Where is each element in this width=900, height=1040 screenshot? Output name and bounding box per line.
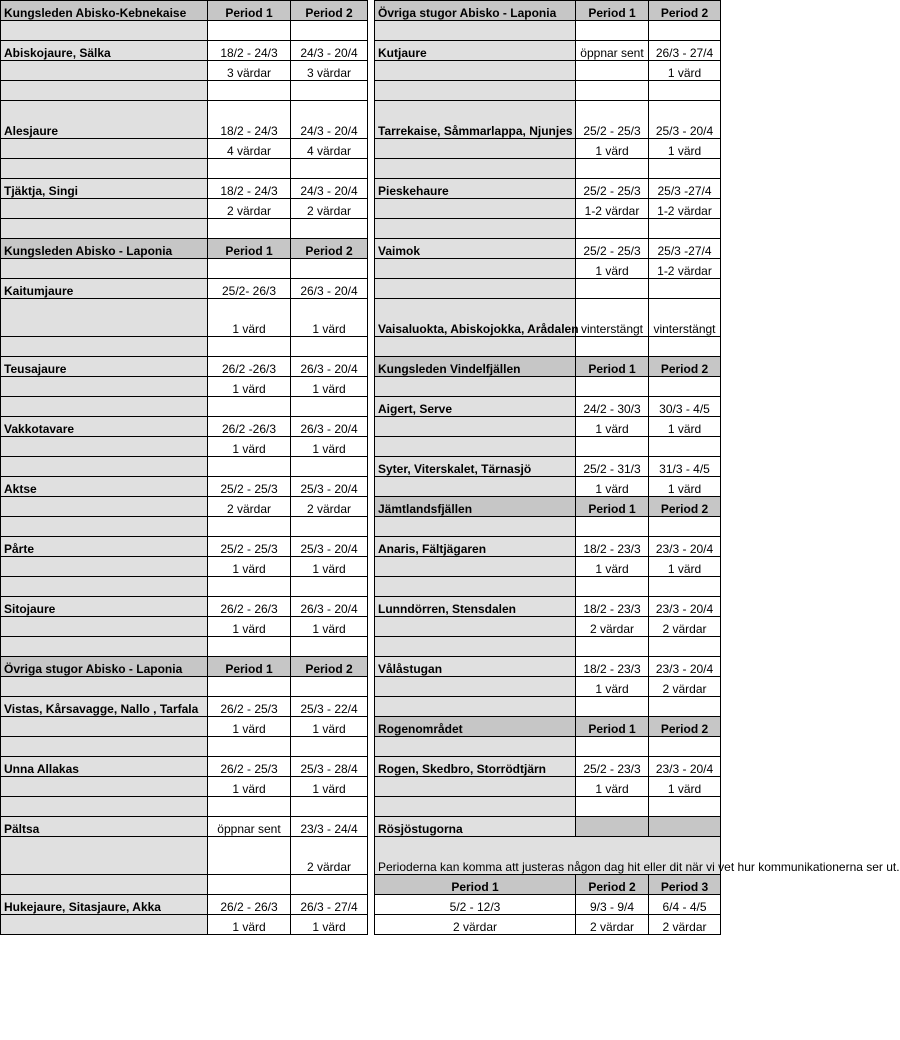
period-2-dates: 23/3 - 20/4 [649,757,721,777]
table-row [375,41,721,61]
period-2-dates: 26/3 - 20/4 [291,357,368,377]
cabin-name: Vaimok [375,239,576,259]
period-2-dates: 25/3 -27/4 [649,179,721,199]
spacer-row [375,81,721,101]
cabin-name: Vakkotavare [1,417,208,437]
table-row [1,697,368,717]
period-1-header: Period 1 [576,497,649,517]
table-row [375,895,721,915]
period-1-dates: 25/2 - 25/3 [576,101,649,139]
hosts-row [1,915,368,935]
hosts-row [1,777,368,797]
spacer-row [1,637,368,657]
period-1-dates: 26/2 - 26/3 [208,597,291,617]
cabin-name: Kutjaure [375,41,576,61]
period-2-hosts: 1 värd [649,477,721,497]
cabin-name: Rogen, Skedbro, Storrödtjärn [375,757,576,777]
period-2-hosts: 1 värd [291,717,368,737]
section-title: Kungsleden Abisko-Kebnekaise [1,1,208,21]
spacer-row [1,517,368,537]
left-schedule-table [0,0,368,935]
period-1-dates: öppnar sent [208,817,291,837]
period-2-dates: 24/3 - 20/4 [291,101,368,139]
period-1-hosts: 1 värd [208,617,291,637]
period-2-status: vinterstängt [649,299,721,337]
table-row [375,179,721,199]
period-1-hosts: 2 värdar [375,915,576,935]
spacer-row [1,737,368,757]
period-2-hosts: 2 värdar [649,677,721,697]
spacer-row [1,159,368,179]
spacer-row [375,337,721,357]
period-1-hosts: 1 värd [208,299,291,337]
period-1-hosts: 1 värd [576,777,649,797]
spacer-row [1,457,368,477]
period-2-dates: 25/3 - 28/4 [291,757,368,777]
spacer-row [1,397,368,417]
spacer-row [375,21,721,41]
period-1-dates: 25/2 - 23/3 [576,757,649,777]
period-1-hosts: 1 värd [576,477,649,497]
period-1-hosts: 1 värd [576,259,649,279]
spacer-row [1,875,368,895]
cabin-name: Unna Allakas [1,757,208,777]
hosts-row [375,139,721,159]
table-row [1,417,368,437]
period-1-hosts: 2 värdar [208,199,291,219]
period-1-hosts: 1 värd [208,557,291,577]
period-2-dates: 23/3 - 20/4 [649,597,721,617]
period-1-header: Period 1 [375,875,576,895]
period-1-dates: 25/2 - 25/3 [208,477,291,497]
period-2-hosts: 2 värdar [649,617,721,637]
cabin-name: Pältsa [1,817,208,837]
cabin-name: Pårte [1,537,208,557]
period-1-dates: 18/2 - 23/3 [576,657,649,677]
cabin-name: Lunndörren, Stensdalen [375,597,576,617]
period-1-hosts [208,837,291,875]
section-title: Rogenområdet [375,717,576,737]
period-2-hosts: 2 värdar [291,199,368,219]
period-2-hosts: 3 värdar [291,61,368,81]
period-1-dates: 18/2 - 23/3 [576,597,649,617]
cabin-name: Tarrekaise, Såmmarlappa, Njunjes [375,101,576,139]
hosts-row [375,477,721,497]
period-1-dates: öppnar sent [576,41,649,61]
period-2-dates: 26/3 - 20/4 [291,279,368,299]
cabin-name: Hukejaure, Sitasjaure, Akka [1,895,208,915]
table-row [375,101,721,139]
period-2-hosts: 2 värdar [576,915,649,935]
table-row [375,757,721,777]
period-1-hosts: 1 värd [208,915,291,935]
period-1-dates: 25/2 - 25/3 [208,537,291,557]
period-1-hosts: 1 värd [208,717,291,737]
section-header [375,497,721,517]
period-1-dates: 18/2 - 23/3 [576,537,649,557]
section-title: Kungsleden Vindelfjällen [375,357,576,377]
period-2-dates: 23/3 - 20/4 [649,657,721,677]
period-1-hosts: 1-2 värdar [576,199,649,219]
period-2-dates: 23/3 - 20/4 [649,537,721,557]
cabin-name: Anaris, Fältjägaren [375,537,576,557]
cabin-name: Teusajaure [1,357,208,377]
spacer-row [375,577,721,597]
cabin-name: Vålåstugan [375,657,576,677]
hosts-row [1,557,368,577]
section-header [1,657,368,677]
period-2-hosts: 2 värdar [291,497,368,517]
cabin-name: Abiskojaure, Sälka [1,41,208,61]
period-2-hosts: 1 värd [291,557,368,577]
spacer-row [1,797,368,817]
table-row [1,41,368,61]
hosts-row [375,61,721,81]
period-1-dates: 18/2 - 24/3 [208,101,291,139]
table-row [375,299,721,337]
spacer-row [375,377,721,397]
table-row [1,357,368,377]
period-2-dates: 25/3 - 22/4 [291,697,368,717]
period-2-header: Period 2 [649,1,721,21]
hosts-row [375,199,721,219]
period-1-hosts: 1 värd [576,417,649,437]
period-1-header: Period 1 [208,239,291,259]
table-row [375,457,721,477]
table-row [1,279,368,299]
period-1-header: Period 1 [208,657,291,677]
table-row [375,597,721,617]
period-2-dates: 25/3 - 20/4 [291,477,368,497]
table-row [375,657,721,677]
period-1-hosts: 1 värd [576,139,649,159]
period-2-hosts: 1 värd [291,617,368,637]
cabin-name: Syter, Viterskalet, Tärnasjö [375,457,576,477]
hosts-row [1,139,368,159]
hosts-row [375,417,721,437]
period-1-dates: 25/2 - 31/3 [576,457,649,477]
period-2-hosts: 1 värd [291,777,368,797]
spacer-row [1,21,368,41]
period-2-hosts: 2 värdar [291,837,368,875]
period-2-hosts: 1 värd [291,377,368,397]
cabin-name: Vaisaluokta, Abiskojokka, Arådalen [375,299,576,337]
cabin-name: Tjäktja, Singi [1,179,208,199]
period-2-header: Period 2 [649,717,721,737]
cabin-name: Kaitumjaure [1,279,208,299]
spacer-row [375,797,721,817]
period-2-header: Period 2 [291,239,368,259]
table-row [375,397,721,417]
cabin-name: Aktse [1,477,208,497]
period-1-dates: 26/2 - 25/3 [208,697,291,717]
hosts-row [375,677,721,697]
period-2-hosts: 1 värd [649,777,721,797]
period-1-dates: 25/2 - 25/3 [576,179,649,199]
spacer-row [1,259,368,279]
period-2-hosts: 1-2 värdar [649,199,721,219]
cabin-name: Alesjaure [1,101,208,139]
period-2-hosts: 1 värd [291,299,368,337]
period-1-hosts: 1 värd [576,677,649,697]
hosts-row [1,837,368,875]
period-2-dates: 9/3 - 9/4 [576,895,649,915]
period-2-dates: 24/3 - 20/4 [291,41,368,61]
table-row [1,477,368,497]
period-2-dates: 26/3 - 27/4 [291,895,368,915]
period-1-dates: 18/2 - 24/3 [208,41,291,61]
table-row [1,757,368,777]
cabin-name: Pieskehaure [375,179,576,199]
period-1-status: vinterstängt [576,299,649,337]
period-2-hosts: 4 värdar [291,139,368,159]
cabin-name: Aigert, Serve [375,397,576,417]
spacer-row [375,219,721,239]
period-1-hosts: 1 värd [576,557,649,577]
section-title: Övriga stugor Abisko - Laponia [1,657,208,677]
period-3-hosts: 2 värdar [649,915,721,935]
period-2-dates: 31/3 - 4/5 [649,457,721,477]
period-2-hosts: 1 värd [649,557,721,577]
cabin-name: Vistas, Kårsavagge, Nallo , Tarfala [1,697,208,717]
table-row [1,597,368,617]
section-header [375,717,721,737]
period-2-hosts: 1 värd [291,437,368,457]
period-1-dates: 26/2 - 25/3 [208,757,291,777]
period-2-dates: 26/3 - 20/4 [291,597,368,617]
period-2-hosts: 1 värd [649,61,721,81]
period-2-hosts: 1 värd [291,915,368,935]
section-title: Rösjöstugorna [375,817,576,837]
hosts-row [1,377,368,397]
period-2-header: Period 2 [649,357,721,377]
period-2-dates: 30/3 - 4/5 [649,397,721,417]
right-schedule-table [374,0,900,935]
hosts-row [1,299,368,337]
table-row [375,537,721,557]
period-2-dates: 25/3 - 20/4 [291,537,368,557]
hosts-row [375,617,721,637]
hosts-row [1,437,368,457]
spacer-row [375,637,721,657]
period-2-header: Period 2 [576,875,649,895]
table-row [1,817,368,837]
period-1-dates: 5/2 - 12/3 [375,895,576,915]
section-header [1,1,368,21]
spacer-row [1,81,368,101]
hosts-row [375,557,721,577]
spacer-row [1,337,368,357]
spacer-row [375,159,721,179]
period-1-dates: 25/2 - 25/3 [576,239,649,259]
period-note: Perioderna kan komma att justeras någon dag hit eller dit när vi vet hur kommunikationerna ser ut. [375,837,721,875]
section-header [375,875,721,895]
spacer-row [375,737,721,757]
hosts-row [1,717,368,737]
period-2-header: Period 2 [291,1,368,21]
section-title: Jämtlandsfjällen [375,497,576,517]
table-row [1,895,368,915]
table-row [1,537,368,557]
section-title: Kungsleden Abisko - Laponia [1,239,208,259]
hosts-row [375,777,721,797]
period-1-hosts: 2 värdar [208,497,291,517]
period-1-hosts: 1 värd [208,777,291,797]
section-header [375,357,721,377]
spacer-row [375,697,721,717]
spacer-row [375,437,721,457]
period-1-dates: 25/2- 26/3 [208,279,291,299]
period-2-dates: 26/3 - 20/4 [291,417,368,437]
period-2-header: Period 2 [649,497,721,517]
period-3-header: Period 3 [649,875,721,895]
period-1-dates: 26/2 -26/3 [208,417,291,437]
period-1-dates: 26/2 -26/3 [208,357,291,377]
table-row [1,179,368,199]
period-1-header: Period 1 [576,717,649,737]
period-1-hosts: 1 värd [208,437,291,457]
hosts-row [1,199,368,219]
period-2-dates: 25/3 - 20/4 [649,101,721,139]
period-1-hosts: 1 värd [208,377,291,397]
section-header [375,1,721,21]
table-row [375,239,721,259]
period-1-header: Period 1 [576,1,649,21]
note-row [375,837,721,875]
period-2-dates: 23/3 - 24/4 [291,817,368,837]
period-1-hosts: 4 värdar [208,139,291,159]
period-2-hosts: 1 värd [649,417,721,437]
period-1-dates: 18/2 - 24/3 [208,179,291,199]
hosts-row [375,259,721,279]
table-row [1,101,368,139]
section-header [375,817,721,837]
period-1-dates: 24/2 - 30/3 [576,397,649,417]
hosts-row [375,915,721,935]
period-2-dates: 25/3 -27/4 [649,239,721,259]
spacer-row [375,517,721,537]
period-1-header: Period 1 [208,1,291,21]
spacer-row [375,279,721,299]
spacer-row [1,677,368,697]
cabin-name: Sitojaure [1,597,208,617]
section-title: Övriga stugor Abisko - Laponia [375,1,576,21]
hosts-row [1,497,368,517]
period-2-header: Period 2 [291,657,368,677]
section-header [1,239,368,259]
period-2-dates: 26/3 - 27/4 [649,41,721,61]
period-1-dates: 26/2 - 26/3 [208,895,291,915]
period-1-hosts [576,61,649,81]
period-3-dates: 6/4 - 4/5 [649,895,721,915]
period-1-header: Period 1 [576,357,649,377]
spacer-row [1,219,368,239]
period-1-hosts: 2 värdar [576,617,649,637]
spacer-row [1,577,368,597]
hosts-row [1,617,368,637]
hosts-row [1,61,368,81]
period-2-hosts: 1 värd [649,139,721,159]
period-1-hosts: 3 värdar [208,61,291,81]
period-2-hosts: 1-2 värdar [649,259,721,279]
period-2-dates: 24/3 - 20/4 [291,179,368,199]
